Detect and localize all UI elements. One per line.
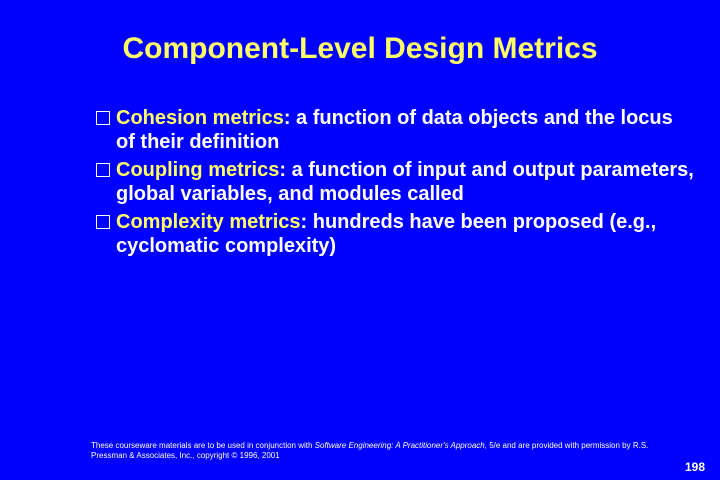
checkbox-bullet-icon	[96, 111, 110, 125]
page-number: 198	[684, 460, 705, 474]
bullet-item-cohesion	[96, 106, 696, 154]
bullet-item-coupling	[96, 158, 696, 206]
bullet-term: Complexity metrics	[116, 211, 301, 233]
footer-prefix: These courseware materials are to be used in conjunction with	[91, 441, 315, 450]
bullet-text: a function of input and output parameters, global variables, and modules called	[116, 159, 694, 205]
bullet-separator: :	[279, 159, 292, 181]
bullet-list	[96, 106, 696, 262]
bullet-term: Cohesion metrics	[116, 107, 284, 129]
bullet-term: Coupling metrics	[116, 159, 280, 181]
checkbox-bullet-icon	[96, 215, 110, 229]
checkbox-bullet-icon	[96, 163, 110, 177]
bullet-text: hundreds have been proposed (e.g., cyclomatic complexity)	[116, 211, 657, 257]
bullet-separator: :	[300, 211, 313, 233]
bullet-item-complexity	[96, 210, 696, 258]
bullet-text: a function of data objects and the locus of their definition	[116, 107, 673, 153]
bullet-separator: :	[283, 107, 297, 129]
footer-note	[91, 441, 651, 461]
footer-suffix: 5/e and are provided with permission by R.S. Pressman & Associates, Inc., copyright © 1996, 2001	[91, 441, 649, 460]
footer-book-title: Software Engineering: A Practitioner's Approach,	[314, 441, 487, 450]
slide-title: Component-Level Design Metrics	[122, 32, 598, 65]
